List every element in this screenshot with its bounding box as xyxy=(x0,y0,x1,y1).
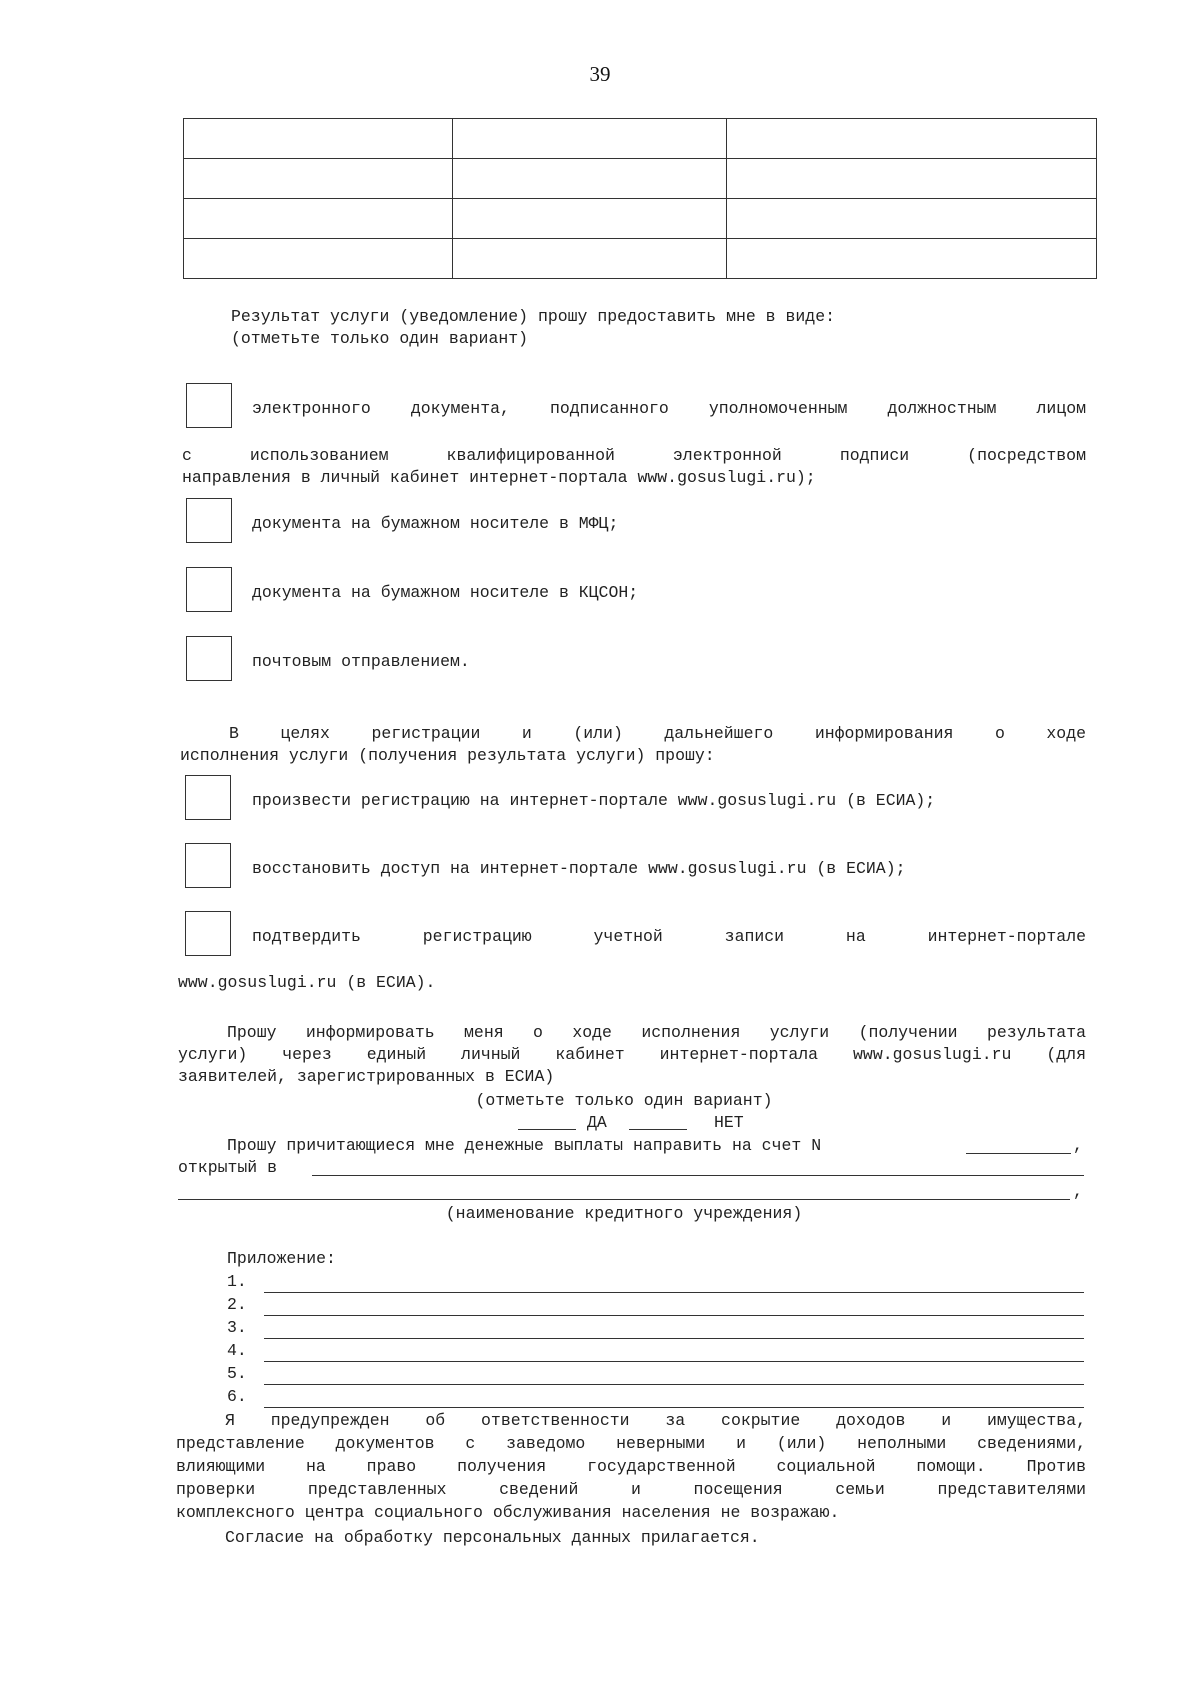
no-label: НЕТ xyxy=(714,1113,744,1132)
attachment-number: 1. xyxy=(227,1272,247,1291)
option-confirm-line2: www.gosuslugi.ru (в ЕСИА). xyxy=(178,973,436,992)
table-row xyxy=(184,239,1097,279)
attachment-field[interactable] xyxy=(264,1315,1084,1316)
table-row xyxy=(184,159,1097,199)
yes-blank[interactable] xyxy=(518,1129,576,1130)
inform-line4: (отметьте только один вариант) xyxy=(475,1091,773,1110)
inform-line1: Прошу информировать меня о ходе исполнения услуги (получении результата xyxy=(227,1023,1086,1042)
result-intro-line2: (отметьте только один вариант) xyxy=(231,329,529,348)
table-cell[interactable] xyxy=(727,159,1097,199)
consent-line: Согласие на обработку персональных данных прилагается. xyxy=(225,1528,760,1547)
warning-line1: Я предупрежден об ответственности за сокрытие доходов и имущества, xyxy=(225,1411,1086,1430)
table-cell[interactable] xyxy=(184,119,453,159)
inform-line3: заявителей, зарегистрированных в ЕСИА) xyxy=(178,1067,555,1086)
page-number: 39 xyxy=(589,62,611,86)
warning-line2: представление документов с заведомо неверными и (или) неполными сведениями, xyxy=(176,1434,1086,1453)
table-cell[interactable] xyxy=(453,199,727,239)
option-paper-kcson: документа на бумажном носителе в КЦСОН; xyxy=(252,583,639,602)
table-cell[interactable] xyxy=(184,239,453,279)
table-row xyxy=(184,119,1097,159)
attachment-number: 2. xyxy=(227,1295,247,1314)
attachment-field[interactable] xyxy=(264,1361,1084,1362)
bank-name-field-2[interactable] xyxy=(178,1199,1070,1200)
registration-intro-line2: исполнения услуги (получения результата услуги) прошу: xyxy=(180,746,715,765)
option-electronic-line2: с использованием квалифицированной электронной подписи (посредством xyxy=(182,446,1086,465)
attachments-title: Приложение: xyxy=(227,1249,336,1268)
checkbox-paper-kcson[interactable] xyxy=(186,567,232,612)
bank-caption: (наименование кредитного учреждения) xyxy=(445,1204,803,1223)
payment-line2: открытый в xyxy=(178,1158,278,1177)
checkbox-paper-mfc[interactable] xyxy=(186,498,232,543)
checkbox-restore-access[interactable] xyxy=(185,843,231,888)
checkbox-electronic-document[interactable] xyxy=(186,383,232,428)
table-cell[interactable] xyxy=(184,199,453,239)
attachment-field[interactable] xyxy=(264,1292,1084,1293)
table-cell[interactable] xyxy=(727,199,1097,239)
bank-comma: , xyxy=(1073,1182,1083,1201)
table-cell[interactable] xyxy=(727,239,1097,279)
bank-name-field-1[interactable] xyxy=(312,1175,1084,1176)
option-paper-mfc: документа на бумажном носителе в МФЦ; xyxy=(252,514,619,533)
table-cell[interactable] xyxy=(453,159,727,199)
table-cell[interactable] xyxy=(184,159,453,199)
option-restore-access: восстановить доступ на интернет-портале www.gosuslugi.ru (в ЕСИА); xyxy=(252,859,906,878)
option-register: произвести регистрацию на интернет-портале www.gosuslugi.ru (в ЕСИА); xyxy=(252,791,936,810)
checkbox-confirm-registration[interactable] xyxy=(185,911,231,956)
option-electronic-line3: направления в личный кабинет интернет-портала www.gosuslugi.ru); xyxy=(182,468,816,487)
attachment-number: 6. xyxy=(227,1387,247,1406)
payment-line1: Прошу причитающиеся мне денежные выплаты направить на счет N xyxy=(227,1136,822,1155)
data-table xyxy=(183,118,1097,279)
warning-line5: комплексного центра социального обслуживания населения не возражаю. xyxy=(176,1503,840,1522)
registration-intro-line1: В целях регистрации и (или) дальнейшего информирования о ходе xyxy=(229,724,1086,743)
account-number-field[interactable] xyxy=(966,1153,1071,1154)
option-postal: почтовым отправлением. xyxy=(252,652,470,671)
option-electronic-line1: электронного документа, подписанного уполномоченным должностным лицом xyxy=(252,399,1086,418)
account-comma: , xyxy=(1073,1136,1083,1155)
attachment-field[interactable] xyxy=(264,1338,1084,1339)
attachment-number: 5. xyxy=(227,1364,247,1383)
table-cell[interactable] xyxy=(727,119,1097,159)
yes-label: ДА xyxy=(587,1113,607,1132)
table-row xyxy=(184,199,1097,239)
warning-line3: влияющими на право получения государственной социальной помощи. Против xyxy=(176,1457,1086,1476)
inform-line2: услуги) через единый личный кабинет интернет-портала www.gosuslugi.ru (для xyxy=(178,1045,1086,1064)
checkbox-register[interactable] xyxy=(185,775,231,820)
attachment-field[interactable] xyxy=(264,1384,1084,1385)
table-cell[interactable] xyxy=(453,119,727,159)
attachment-number: 3. xyxy=(227,1318,247,1337)
checkbox-postal[interactable] xyxy=(186,636,232,681)
table-cell[interactable] xyxy=(453,239,727,279)
no-blank[interactable] xyxy=(629,1129,687,1130)
attachment-number: 4. xyxy=(227,1341,247,1360)
warning-line4: проверки представленных сведений и посещения семьи представителями xyxy=(176,1480,1086,1499)
option-confirm-line1: подтвердить регистрацию учетной записи на интернет-портале xyxy=(252,927,1086,946)
attachment-field[interactable] xyxy=(264,1407,1084,1408)
result-intro-line1: Результат услуги (уведомление) прошу предоставить мне в виде: xyxy=(231,307,835,326)
